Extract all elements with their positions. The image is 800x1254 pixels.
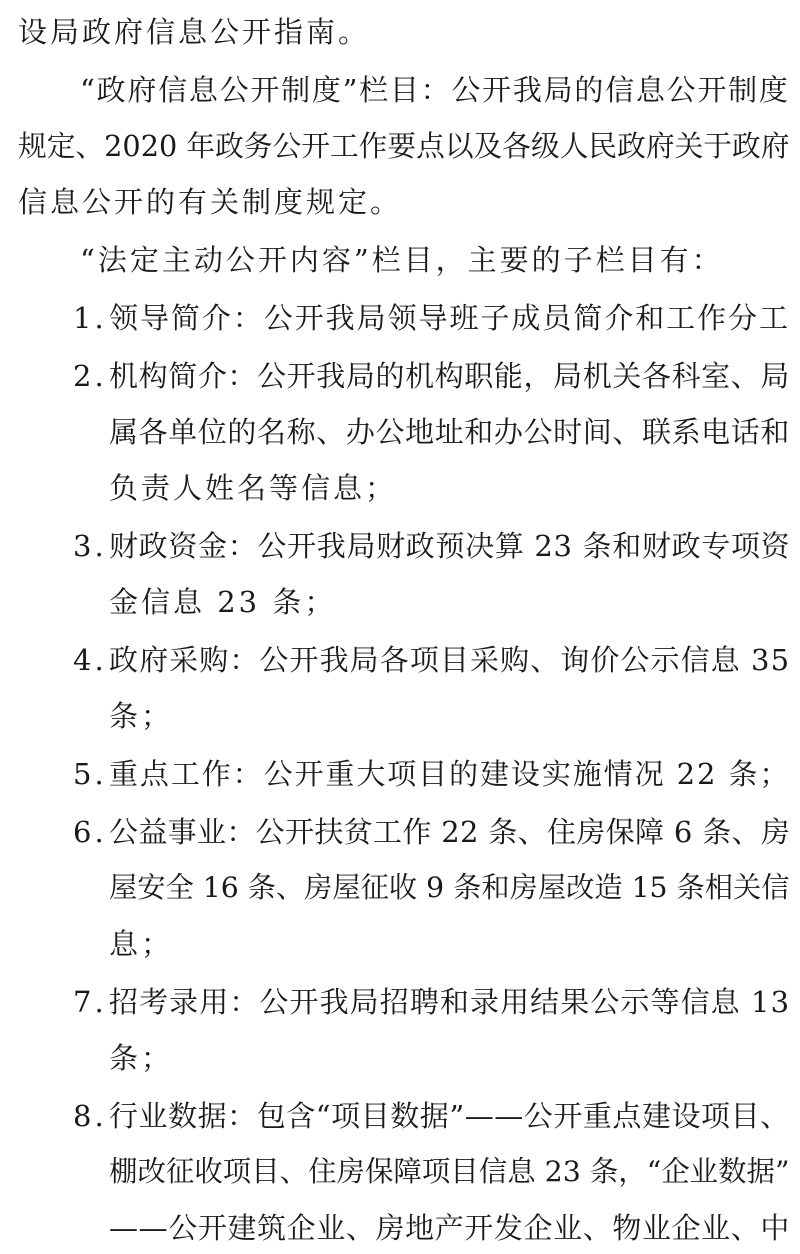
paragraph-line: 信息公开的有关制度规定。 bbox=[18, 185, 403, 219]
list-item-number: 6. bbox=[73, 815, 107, 849]
paragraph-line: 设局政府信息公开指南。 bbox=[18, 15, 371, 49]
list-item-line: 招考录用：公开我局招聘和录用结果公示等信息 13 bbox=[109, 985, 791, 1019]
list-item-number: 5. bbox=[73, 757, 107, 791]
list-item-line: ——公开建筑企业、房地产开发企业、物业企业、中 bbox=[109, 1211, 791, 1245]
list-item-line: 财政资金：公开我局财政预决算 23 条和财政专项资 bbox=[109, 529, 791, 563]
list-item-line: 条； bbox=[109, 1041, 174, 1075]
list-item-number: 3. bbox=[73, 529, 107, 563]
list-item-line: 负责人姓名等信息； bbox=[109, 471, 398, 505]
paragraph-line: “法定主动公开内容”栏目，主要的子栏目有： bbox=[80, 243, 724, 277]
list-item-line: 重点工作：公开重大项目的建设实施情况 22 条； bbox=[109, 757, 791, 791]
list-item-line: 公益事业：公开扶贫工作 22 条、住房保障 6 条、房 bbox=[109, 815, 791, 849]
list-item-line: 机构简介：公开我局的机构职能，局机关各科室、局 bbox=[109, 359, 791, 393]
list-item-number: 7. bbox=[73, 985, 107, 1019]
list-item-line: 领导简介：公开我局领导班子成员简介和工作分工 bbox=[109, 301, 791, 335]
list-item-number: 8. bbox=[73, 1099, 107, 1133]
paragraph-line: “政府信息公开制度”栏目：公开我局的信息公开制度 bbox=[80, 73, 790, 107]
list-item-line: 政府采购：公开我局各项目采购、询价公示信息 35 bbox=[109, 643, 791, 677]
paragraph-line: 规定、2020 年政务公开工作要点以及各级人民政府关于政府 bbox=[18, 129, 790, 163]
list-item-line: 棚改征收项目、住房保障项目信息 23 条，“企业数据” bbox=[109, 1155, 790, 1188]
list-item-line: 息； bbox=[109, 927, 174, 961]
list-item-line: 条； bbox=[109, 699, 174, 733]
list-item-line: 行业数据：包含“项目数据”——公开重点建设项目、 bbox=[109, 1099, 790, 1133]
list-item-number: 2. bbox=[73, 359, 107, 393]
list-item-number: 1. bbox=[73, 301, 107, 335]
list-item-number: 4. bbox=[73, 643, 107, 677]
list-item-line: 屋安全 16 条、房屋征收 9 条和房屋改造 15 条相关信 bbox=[109, 871, 790, 904]
list-item-line: 金信息 23 条； bbox=[109, 585, 337, 619]
list-item-line: 属各单位的名称、办公地址和办公时间、联系电话和 bbox=[109, 415, 791, 449]
